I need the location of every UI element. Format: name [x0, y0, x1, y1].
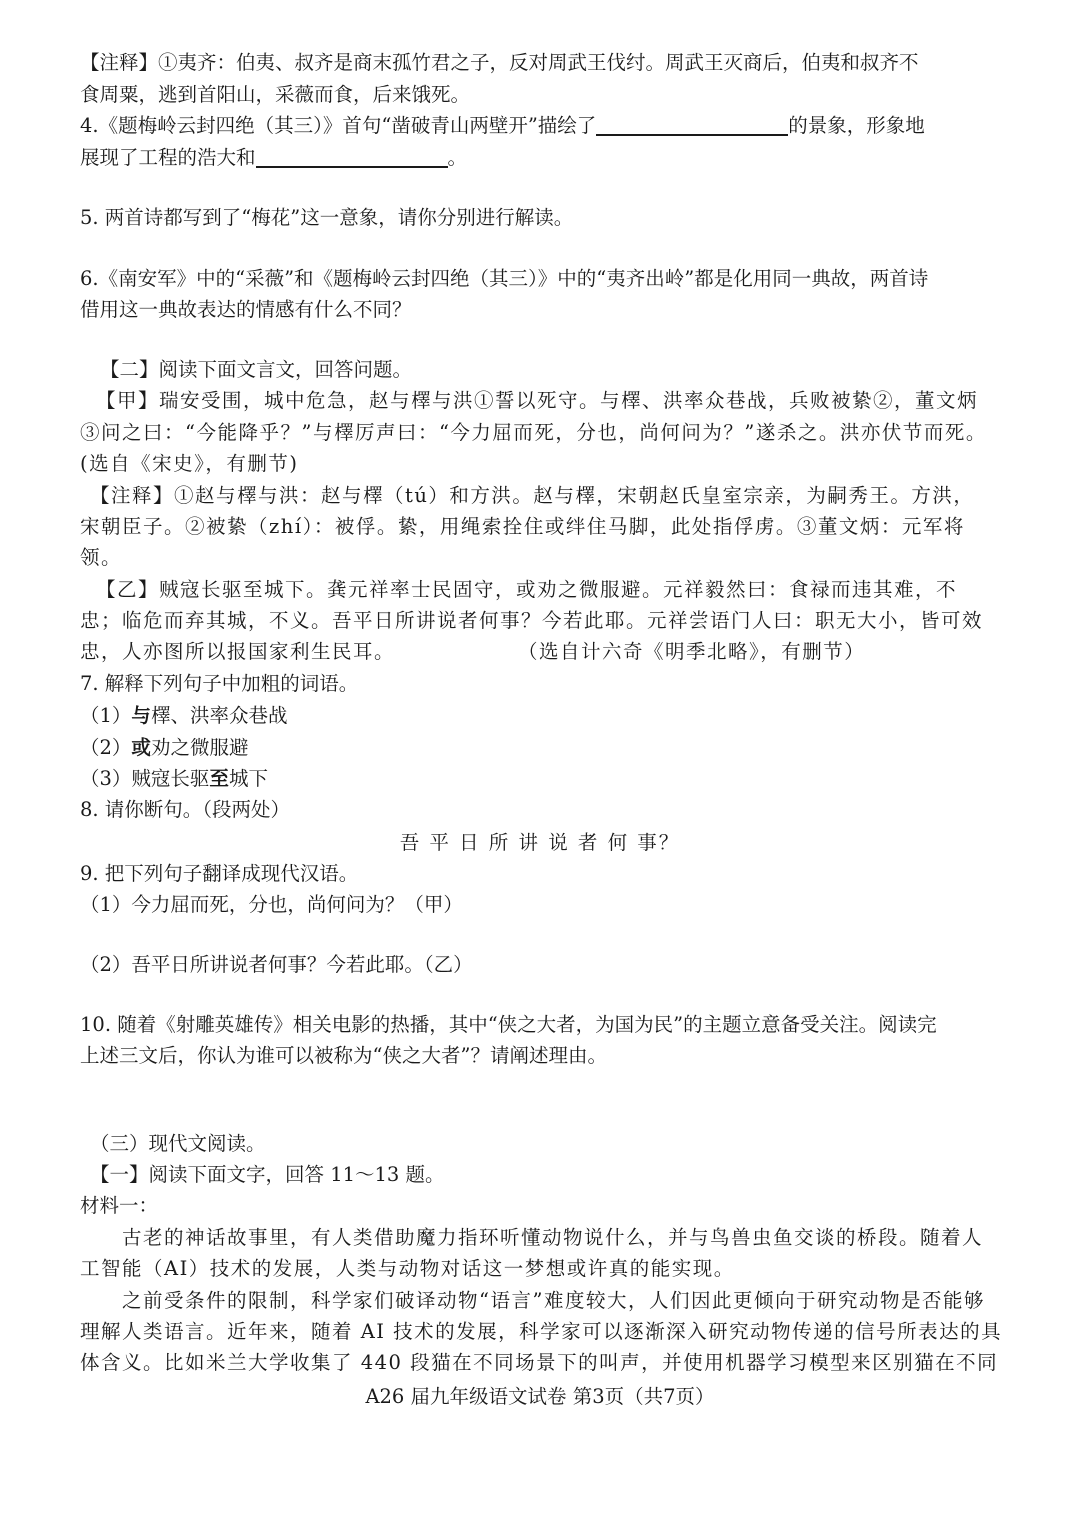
- q9-item-1: （1）今力屈而死，分也，尚何问为？（甲）: [80, 893, 463, 916]
- q7-item-3-rest: 城下: [228, 767, 268, 790]
- note1-line2: 食周粟，逃到首阳山，采薇而食，后来饿死。: [80, 83, 471, 106]
- question-6-line1: 6.《南安军》中的“采薇”和《题梅岭云封四绝（其三）》中的“夷齐出岭”都是化用同一典故，两首诗: [80, 267, 929, 290]
- q7-item-1-bold-word: 与: [131, 704, 151, 727]
- passage-jia-line1: 【甲】瑞安受围，城中危急，赵与檡与洪①誓以死守。与檡、洪率众巷战，兵败被絷②，董文炳: [96, 389, 979, 412]
- passage-jia-source: (选自《宋史》，有删节): [80, 452, 299, 475]
- note1-line1: 【注释】①夷齐：伯夷、叔齐是商末孤竹君之子，反对周武王伐纣。周武王灭商后，伯夷和叔齐不: [80, 51, 919, 74]
- note2-line2: 宋朝臣子。②被絷（zhí）：被俘。絷，用绳索拴住或绊住马脚，此处指俘虏。③董文炳：元军将: [80, 515, 965, 538]
- passage-jia-line2: ③问之曰：“今能降乎？”与檡厉声曰：“今力屈而死，分也，尚何问为？”遂杀之。洪亦伏节而死。: [80, 421, 987, 444]
- q7-item-1-num: （1）: [80, 704, 132, 727]
- q7-item-2-rest: 劝之微服避: [150, 736, 249, 759]
- q4-text-3: 展现了工程的浩大和: [80, 146, 256, 169]
- material-1-label: 材料一：: [80, 1194, 159, 1217]
- q7-item-3-bold-word: 至: [209, 767, 229, 790]
- material-p1-line1: 古老的神话故事里，有人类借助魔力指环听懂动物说什么，并与鸟兽虫鱼交谈的桥段。随着人: [122, 1226, 984, 1249]
- passage-yi-source: （选自计六奇《明季北略》，有删节）: [518, 640, 866, 663]
- question-7: 7. 解释下列句子中加粗的词语。: [80, 672, 359, 695]
- question-4-line2: [80, 143, 467, 173]
- q4-text-4: 。: [447, 146, 468, 169]
- material-p1-line2: 工智能（AI）技术的发展，人类与动物对话这一梦想或许真的能实现。: [80, 1257, 735, 1280]
- answer-blank-2[interactable]: [256, 144, 448, 168]
- passage-yi-line1: 【乙】贼寇长驱至城下。龚元祥率士民固守，或劝之微服避。元祥毅然曰：食禄而违其难，不: [96, 578, 958, 601]
- q9-item-2: （2）吾平日所讲说者何事？今若此耶。（乙）: [80, 953, 473, 976]
- section-3-subtitle: 【一】阅读下面文字，回答 11～13 题。: [90, 1163, 445, 1186]
- q8-sentence: 吾 平 日 所 讲 说 者 何 事？: [399, 831, 681, 854]
- material-p2-line1: 之前受条件的限制，科学家们破译动物“语言”难度较大，人们因此更倾向于研究动物是否能够: [122, 1289, 985, 1312]
- q7-item-1-rest: 檡、洪率众巷战: [150, 704, 288, 727]
- material-p2-line2: 理解人类语言。近年来，随着 AI 技术的发展，科学家可以逐渐深入研究动物传递的信号所表达的具: [80, 1320, 1003, 1343]
- q7-item-2: [80, 733, 248, 763]
- question-4-line1: [80, 111, 925, 141]
- question-6-line2: 借用这一典故表达的情感有什么不同？: [80, 298, 412, 321]
- material-p2-line3: 体含义。比如米兰大学收集了 440 段猫在不同场景下的叫声，并使用机器学习模型来区别猫在不同: [80, 1351, 999, 1374]
- passage-yi-line3: 忠，人亦图所以报国家利生民耳。: [80, 640, 396, 663]
- q7-item-2-bold-word: 或: [131, 736, 151, 759]
- answer-blank-1[interactable]: [596, 112, 788, 136]
- question-8: 8. 请你断句。（段两处）: [80, 798, 291, 821]
- q4-text-2: 的景象，形象地: [788, 114, 925, 137]
- q7-item-3: [80, 764, 268, 794]
- q4-text-1: 4.《题梅岭云封四绝（其三）》首句“凿破青山两壁开”描绘了: [80, 114, 597, 137]
- q7-item-2-num: （2）: [80, 736, 132, 759]
- question-10-line1: 10. 随着《射雕英雄传》相关电影的热播，其中“侠之大者，为国为民”的主题立意备受关注。阅读完: [80, 1013, 937, 1036]
- note2-line1: 【注释】①赵与檡与洪：赵与檡（tú）和方洪。赵与檡，宋朝赵氏皇室宗亲，为嗣秀王。方洪，: [90, 484, 975, 507]
- passage-yi-line2: 忠；临危而弃其城，不义。吾平日所讲说者何事？今若此耶。元祥尝语门人曰：职无大小，皆可效: [80, 609, 984, 632]
- section-3-title: （三）现代文阅读。: [90, 1132, 266, 1155]
- section-2-title: 【二】阅读下面文言文，回答问题。: [100, 358, 413, 381]
- question-5: 5. 两首诗都写到了“梅花”这一意象，请你分别进行解读。: [80, 206, 574, 229]
- q7-item-3-pre: （3）贼寇长驱: [80, 767, 210, 790]
- q7-item-1: [80, 701, 287, 731]
- question-9: 9. 把下列句子翻译成现代汉语。: [80, 862, 359, 885]
- note2-line3: 领。: [80, 546, 123, 569]
- question-10-line2: 上述三文后，你认为谁可以被称为“侠之大者”？请阐述理由。: [80, 1044, 607, 1067]
- page-footer: A26 届九年级语文试卷 第3页（共7页）: [365, 1385, 715, 1408]
